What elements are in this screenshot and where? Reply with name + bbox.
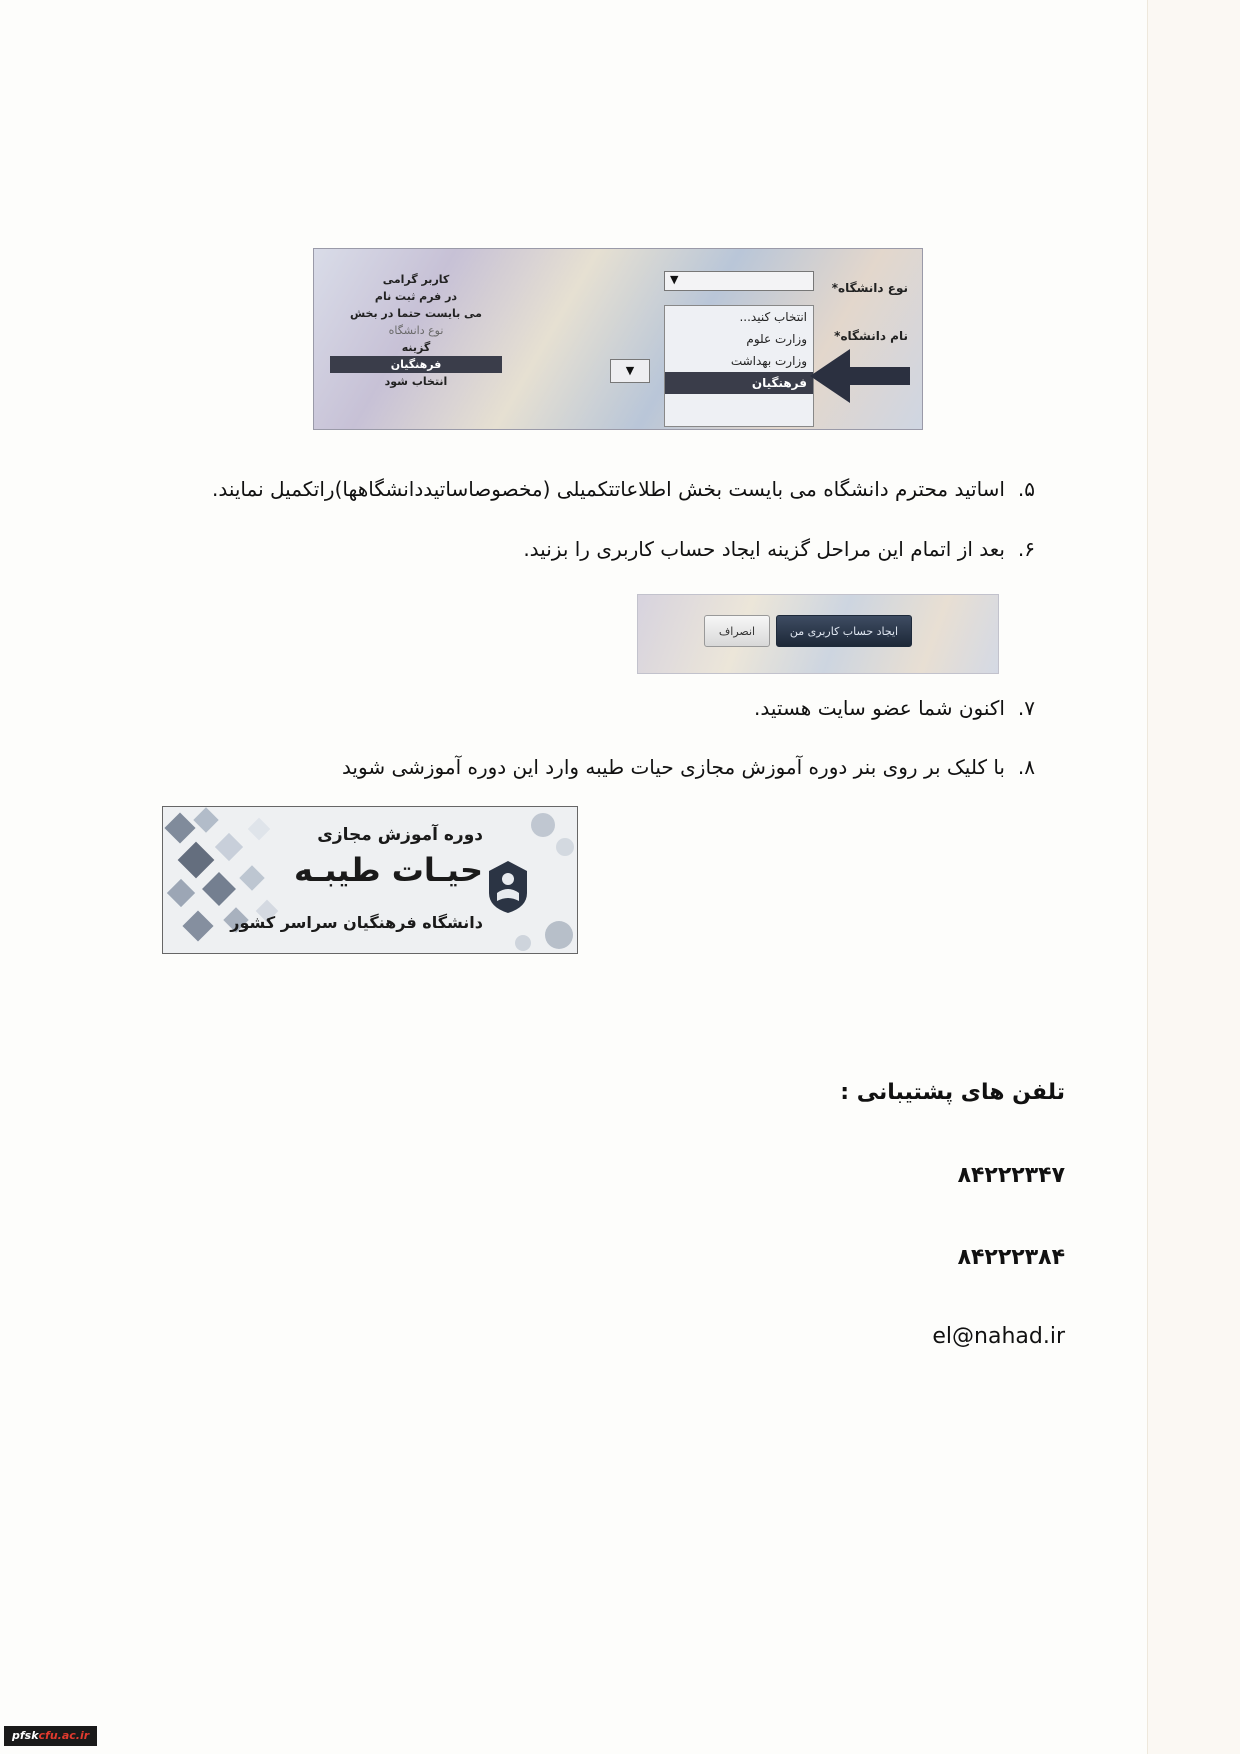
step-text: اکنون شما عضو سایت هستید. (754, 696, 1005, 720)
support-phone-1: ۸۴۲۲۲۳۴۷ (957, 1163, 1065, 1188)
note-line: نوع دانشگاه (388, 324, 444, 337)
university-type-select[interactable] (664, 271, 814, 291)
create-account-button[interactable]: ایجاد حساب کاربری من (776, 615, 912, 647)
farhangian-university-logo (485, 859, 531, 915)
step-number: ۸. (1017, 755, 1035, 779)
step-number: ۶. (1017, 537, 1035, 561)
step-6 (523, 534, 1035, 564)
banner-title-line2: حیـات طیبـه (294, 851, 483, 889)
option-health-ministry[interactable]: وزارت بهداشت (730, 354, 807, 368)
note-line: کاربر گرامی (382, 273, 450, 286)
note-line-highlight: فرهنگیان (330, 356, 502, 373)
site-watermark (4, 1726, 97, 1746)
support-phone-2: ۸۴۲۲۲۳۸۴ (957, 1245, 1065, 1270)
support-phones-title: تلفن های پشتیبانی : (840, 1080, 1065, 1105)
chevron-down-icon: ▼ (625, 364, 635, 377)
step-number: ۵. (1017, 477, 1035, 501)
option-choose[interactable]: انتخاب کنید... (739, 310, 807, 324)
step-text: اساتید محترم دانشگاه می بایست بخش اطلاعاتتکمیلی (مخصوصاساتیددانشگاهها)راتکمیل نمایند. (211, 477, 1005, 501)
banner-title-line1: دوره آموزش مجازی (317, 825, 483, 845)
instruction-note (336, 271, 496, 390)
banner-title-line3: دانشگاه فرهنگیان سراسر کشور (230, 913, 483, 932)
university-type-options (664, 305, 814, 427)
create-account-screenshot (637, 594, 999, 674)
note-line: انتخاب شود (384, 375, 448, 388)
chevron-down-icon: ▼ (670, 273, 679, 286)
note-line: در فرم ثبت نام (374, 290, 458, 303)
option-science-ministry[interactable]: وزارت علوم (746, 332, 807, 346)
note-line: گزینه (401, 341, 431, 354)
support-email[interactable]: el@nahad.ir (932, 1324, 1065, 1349)
cancel-button[interactable]: انصراف (704, 615, 770, 647)
step-5 (212, 474, 1035, 504)
step-text: با کلیک بر روی بنر دوره آموزش مجازی حیات طیبه وارد این دوره آموزشی شوید (341, 755, 1005, 779)
option-farhangian[interactable]: فرهنگیان (665, 372, 813, 394)
page-edge (1147, 0, 1240, 1754)
watermark-part-a: pfsk (12, 1729, 39, 1742)
arrow-left-icon (810, 347, 910, 405)
registration-form-screenshot (313, 248, 923, 430)
watermark-part-b: cfu.ac.ir (38, 1729, 90, 1742)
university-name-label: نام دانشگاه* (834, 329, 908, 343)
note-line: می بایست حتما در بخش (350, 307, 482, 320)
step-number: ۷. (1017, 696, 1035, 720)
university-name-select[interactable] (610, 359, 650, 383)
step-text: بعد از اتمام این مراحل گزینه ایجاد حساب کاربری را بزنید. (523, 537, 1005, 561)
university-type-label: نوع دانشگاه* (831, 281, 908, 295)
hayat-tayebeh-course-banner[interactable] (162, 806, 578, 954)
step-8 (342, 752, 1035, 782)
step-7 (754, 693, 1035, 723)
